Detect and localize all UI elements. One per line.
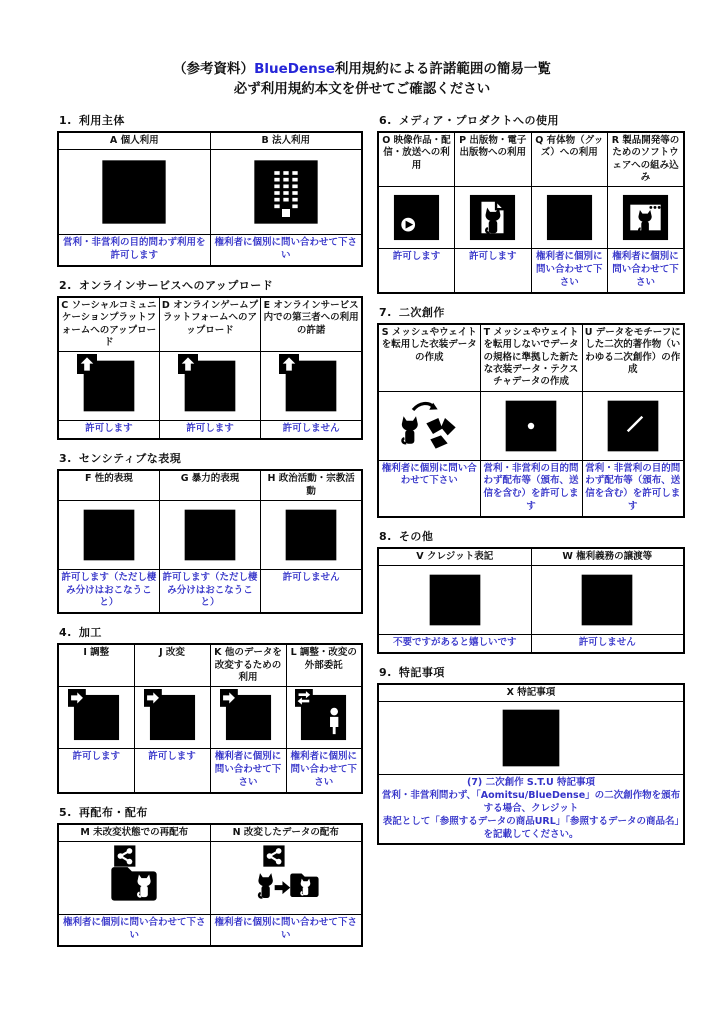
item-status: 許可します — [58, 749, 134, 793]
item-header: X 特記事項 — [378, 684, 684, 702]
section-media-product — [377, 112, 685, 294]
adjust-equal-icon — [68, 689, 125, 746]
item-header: B 法人利用 — [210, 132, 362, 150]
section-number: 1. — [59, 114, 72, 127]
section-redistribution — [57, 804, 363, 947]
note-line: 営利・非営利問わず、「Aomitsu/BlueDense」の二次創作物を頒布する場合、クレジット — [381, 790, 681, 814]
permission-table — [57, 643, 363, 793]
permission-table — [377, 547, 685, 654]
item-header: S メッシュやウェイトを転用した衣装データの作成 — [378, 324, 480, 391]
podium-speaker-icon — [279, 503, 343, 567]
item-status: 許可します — [378, 249, 455, 293]
note-line: (7) 二次創作 S.T.U 特記事項 — [466, 777, 596, 789]
section-sensitive-expression — [57, 450, 363, 614]
section-number: 8. — [379, 529, 392, 543]
item-header: Q 有体物（グッズ）への利用 — [531, 132, 608, 187]
publication-page-icon — [464, 189, 521, 246]
item-header: P 出版物・電子出版物への利用 — [455, 132, 532, 187]
section-derivative-works — [377, 304, 685, 518]
software-window-icon — [617, 189, 674, 246]
page-subtitle: 必ず利用規約本文を併せてご確認ください — [233, 80, 491, 97]
item-header: U データをモチーフにした二次的著作物（いわゆる二次創作）の作成 — [582, 324, 684, 391]
video-play-icon — [388, 189, 445, 246]
permission-table — [57, 823, 363, 947]
item-header: C ソーシャルコミュニケーションプラットフォームへのアップロード — [58, 297, 159, 352]
item-header: T メッシュやウェイトを転用しないでデータの規格に準拠した新たな衣装データ・テクスチャデータの作成 — [480, 324, 582, 391]
item-status: 許可します — [455, 249, 532, 293]
item-status: 許可しません — [261, 421, 362, 439]
item-header: O 映像作品・配信・放送への利用 — [378, 132, 455, 187]
item-status: 許可します（ただし棲み分けはおこなうこと） — [58, 569, 159, 613]
item-status: 権利者に個別に問い合わせて下さい — [531, 249, 608, 293]
permission-table — [57, 296, 363, 440]
item-status: 営利・非営利の目的問わず利用を許可します — [58, 235, 210, 266]
section-other — [377, 528, 685, 654]
section-title: 特記事項 — [398, 665, 445, 679]
upload-third-party-share-icon — [279, 354, 343, 418]
knife-icon — [178, 503, 242, 567]
modify-other-data-icon — [220, 689, 277, 746]
rights-transfer-icon — [575, 568, 639, 632]
section-online-upload — [57, 277, 363, 440]
item-header: E オンラインサービス内での第三者への利用の許諾 — [261, 297, 362, 352]
section-title: 加工 — [78, 626, 102, 640]
item-header: K 他のデータを改変するための利用 — [210, 644, 286, 687]
item-status: 許可しません — [531, 635, 684, 653]
left-column — [57, 112, 363, 957]
item-status: 許可します（ただし棲み分けはおこなうこと） — [159, 569, 260, 613]
upload-cat-icon — [77, 354, 141, 418]
section-number: 5. — [59, 805, 72, 819]
copyright-icon — [423, 568, 487, 632]
section-processing — [57, 624, 363, 793]
section-title: メディア・プロダクトへの使用 — [398, 114, 559, 127]
item-status: 権利者に個別に問い合わせて下さい — [286, 749, 362, 793]
item-status: 許可します — [58, 421, 159, 439]
section-number: 6. — [379, 114, 392, 127]
share-folder-icon — [100, 844, 168, 912]
section-title: 二次創作 — [398, 305, 445, 319]
section-special-notes — [377, 664, 685, 845]
item-header: N 改変したデータの配布 — [210, 824, 362, 842]
item-header: D オンラインゲームプラットフォームへのアップロード — [159, 297, 260, 352]
item-status: 権利者に個別に問い合わせて下さい — [58, 915, 210, 946]
item-header: J 改変 — [134, 644, 210, 687]
item-header: I 調整 — [58, 644, 134, 687]
item-header: L 調整・改変の外部委託 — [286, 644, 362, 687]
item-status — [378, 775, 684, 845]
section-number: 9. — [379, 665, 392, 679]
section-title: 再配布・配布 — [78, 805, 148, 819]
right-column — [377, 112, 685, 855]
item-status: 権利者に個別に問い合わせて下さい — [378, 460, 480, 517]
item-status: 営利・非営利の目的問わず配布等（頒布、送信を含む）を許可します — [582, 460, 684, 517]
permission-table — [57, 469, 363, 614]
section-number: 4. — [59, 626, 72, 640]
item-status: 許可します — [159, 421, 260, 439]
hearts-icon — [77, 503, 141, 567]
modify-cats-icon — [144, 689, 201, 746]
share-modified-folder-icon — [252, 844, 320, 912]
permission-table — [377, 683, 685, 845]
item-status: 営利・非営利の目的問わず配布等（頒布、送信を含む）を許可します — [480, 460, 582, 517]
permission-table — [377, 323, 685, 518]
goods-figurine-icon — [541, 189, 598, 246]
section-usage-subject — [57, 112, 363, 267]
outsource-door-icon — [295, 689, 352, 746]
section-title: 利用主体 — [78, 114, 125, 127]
item-status: 権利者に個別に問い合わせて下さい — [210, 235, 362, 266]
item-header: M 未改変状態での再配布 — [58, 824, 210, 842]
section-title: その他 — [398, 529, 434, 543]
item-status: 許可しません — [261, 569, 362, 613]
section-number: 2. — [59, 278, 72, 292]
item-status: 権利者に個別に問い合わせて下さい — [608, 249, 685, 293]
title-line — [0, 60, 724, 80]
permission-table — [377, 131, 685, 294]
new-costume-pieces-icon — [499, 394, 563, 458]
section-title: オンラインサービスへのアップロード — [78, 278, 274, 292]
item-status: 権利者に個別に問い合わせて下さい — [210, 915, 362, 946]
item-status: 権利者に個別に問い合わせて下さい — [210, 749, 286, 793]
item-status: 許可します — [134, 749, 210, 793]
upload-game-platform-icon — [178, 354, 242, 418]
person-icon — [94, 152, 174, 232]
item-header: W 権利義務の譲渡等 — [531, 548, 684, 566]
section-title: センシティブな表現 — [78, 452, 182, 466]
reuse-mesh-icon — [397, 394, 461, 458]
item-header: G 暴力的表現 — [159, 470, 260, 500]
exclamation-icon — [497, 704, 565, 772]
item-header: A 個人利用 — [58, 132, 210, 150]
item-header: V クレジット表記 — [378, 548, 531, 566]
item-header: F 性的表現 — [58, 470, 159, 500]
item-header: H 政治活動・宗教活動 — [261, 470, 362, 500]
fanart-pen-icon — [601, 394, 665, 458]
permission-table — [57, 131, 363, 267]
item-status: 不要ですがあると嬉しいです — [378, 635, 531, 653]
page-title — [0, 60, 724, 99]
building-icon — [246, 152, 326, 232]
title-prefix: （参考資料） — [173, 61, 255, 77]
brand-name: BlueDense — [254, 61, 335, 77]
section-number: 3. — [59, 452, 72, 466]
title-suffix: 利用規約による許諾範囲の簡易一覧 — [334, 61, 551, 77]
item-header: R 製品開発等のためのソフトウェアへの組み込み — [608, 132, 685, 187]
note-line: 表記として「参照するデータの商品URL」「参照するデータの商品名」を記載してください。 — [382, 815, 680, 840]
section-number: 7. — [379, 305, 392, 319]
